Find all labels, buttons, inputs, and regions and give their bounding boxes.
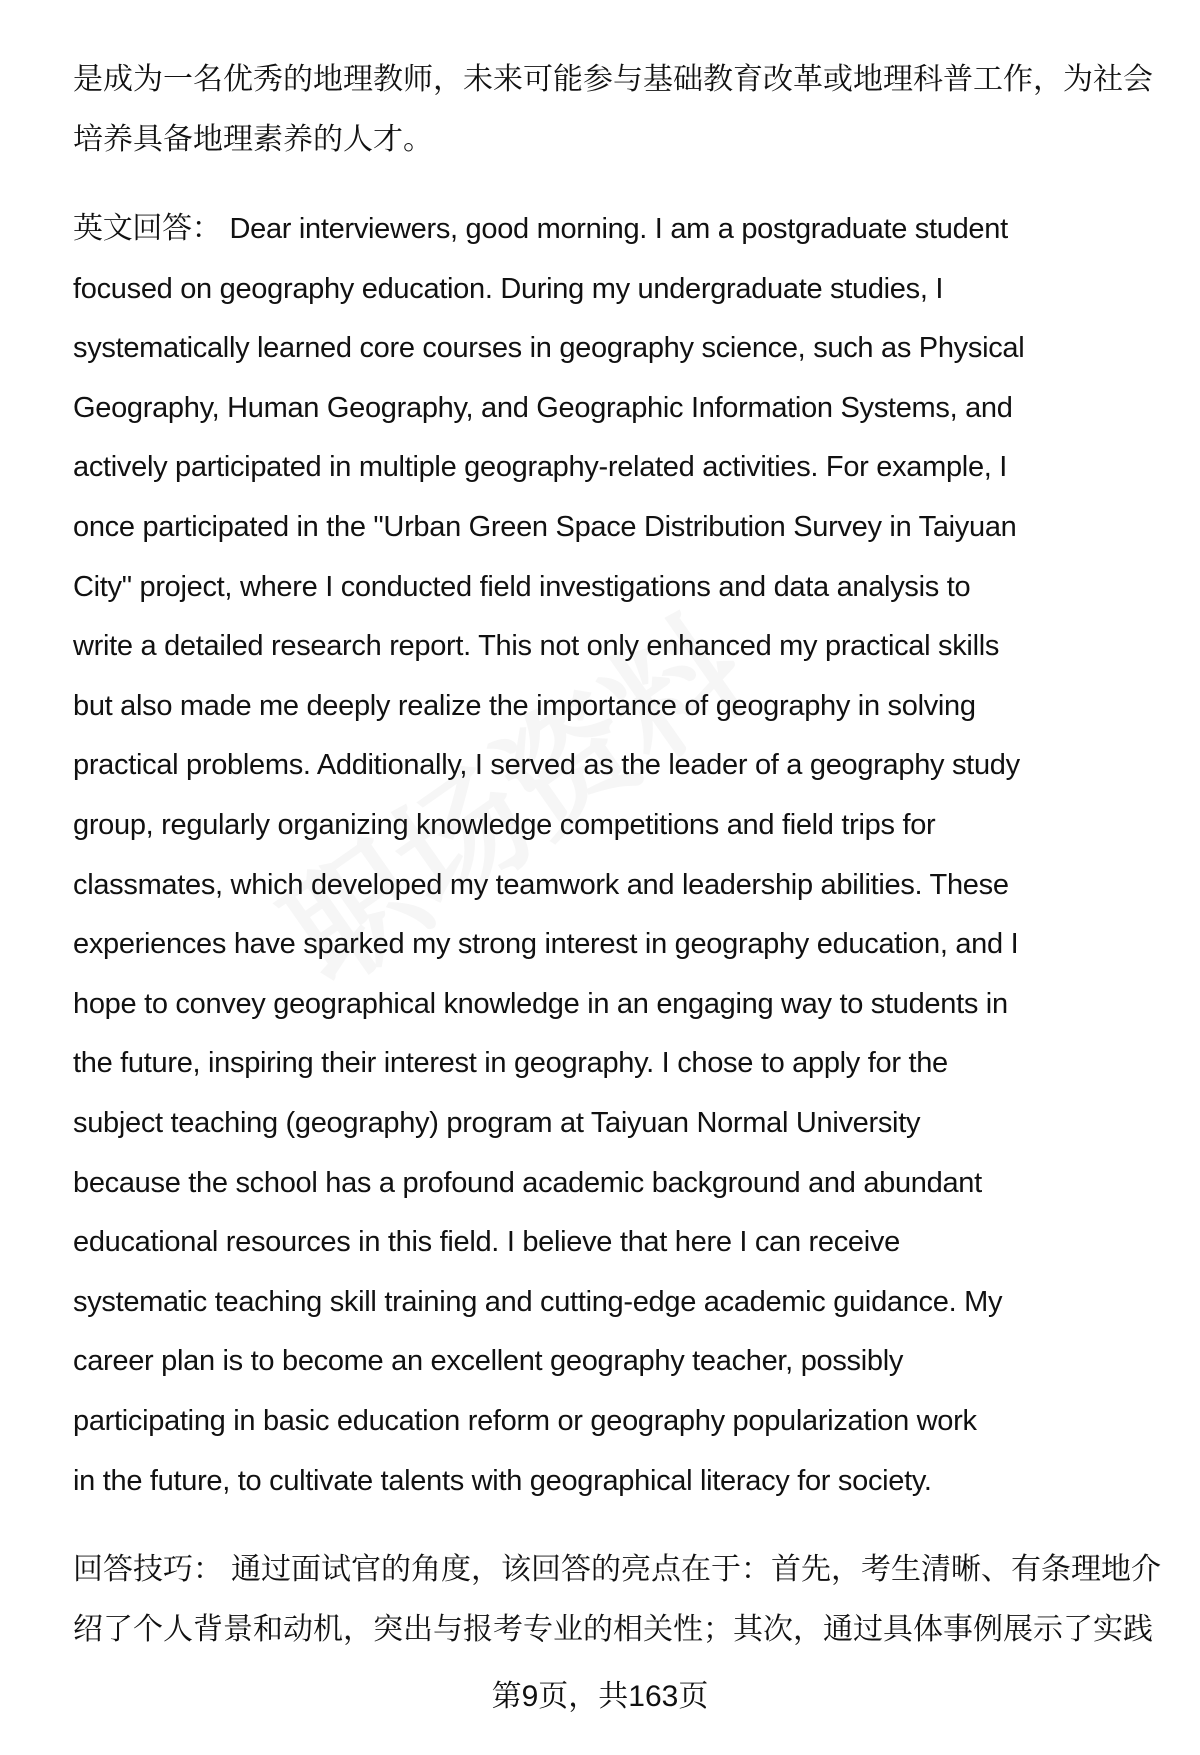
text-line: actively participated in multiple geography-related activities. For example, I: [73, 451, 1008, 484]
text-line: 绍了个人背景和动机，突出与报考专业的相关性；其次，通过具体事例展示了实践: [73, 1613, 1153, 1646]
text-line: experiences have sparked my strong interest in geography education, and I: [73, 928, 1019, 961]
text-line: 是成为一名优秀的地理教师，未来可能参与基础教育改革或地理科普工作，为社会: [73, 63, 1153, 96]
text-line: classmates, which developed my teamwork and leadership abilities. These: [73, 868, 1009, 901]
text-line: career plan is to become an excellent geography teacher, possibly: [73, 1345, 904, 1378]
text-line: systematically learned core courses in geography science, such as Physical: [73, 332, 1025, 365]
text-line: in the future, to cultivate talents with geographical literacy for society.: [73, 1464, 932, 1497]
english-answer-label: 英文回答：: [73, 212, 222, 245]
text-line: subject teaching (geography) program at Taiyuan Normal University: [73, 1107, 921, 1139]
text-line: because the school has a profound academic background and abundant: [73, 1166, 982, 1199]
text-line: City" project, where I conducted field investigations and data analysis to: [73, 570, 971, 603]
text-line: practical problems. Additionally, I served as the leader of a geography study: [73, 749, 1020, 782]
english-answer-text: Dear interviewers, good morning. I am a postgraduate student: [229, 213, 1008, 245]
text-line: group, regularly organizing knowledge competitions and field trips for: [73, 809, 936, 841]
text-line: hope to convey geographical knowledge in an engaging way to students in: [73, 987, 1008, 1020]
text-line: the future, inspiring their interest in geography. I chose to apply for the: [73, 1047, 948, 1080]
page-number: 第9页，共163页: [491, 1680, 709, 1713]
text-line: focused on geography education. During my undergraduate studies, I: [73, 272, 944, 305]
tips-text: 通过面试官的角度，该回答的亮点在于：首先，考生清晰、有条理地介: [231, 1553, 1161, 1586]
text-line: write a detailed research report. This not only enhanced my practical skills: [73, 630, 1000, 663]
text-line: educational resources in this field. I believe that here I can receive: [73, 1226, 900, 1259]
text-line: systematic teaching skill training and cutting-edge academic guidance. My: [73, 1285, 1003, 1318]
text-line: Geography, Human Geography, and Geographic Information Systems, and: [73, 391, 1013, 424]
text-line: 培养具备地理素养的人才。: [73, 123, 433, 156]
text-line: but also made me deeply realize the importance of geography in solving: [73, 689, 976, 722]
text-line: once participated in the "Urban Green Space Distribution Survey in Taiyuan: [73, 511, 1017, 543]
text-line: [73, 209, 1008, 249]
text-line: [73, 1550, 1161, 1590]
text-line: participating in basic education reform or geography popularization work: [73, 1405, 977, 1437]
tips-label: 回答技巧：: [73, 1553, 223, 1586]
